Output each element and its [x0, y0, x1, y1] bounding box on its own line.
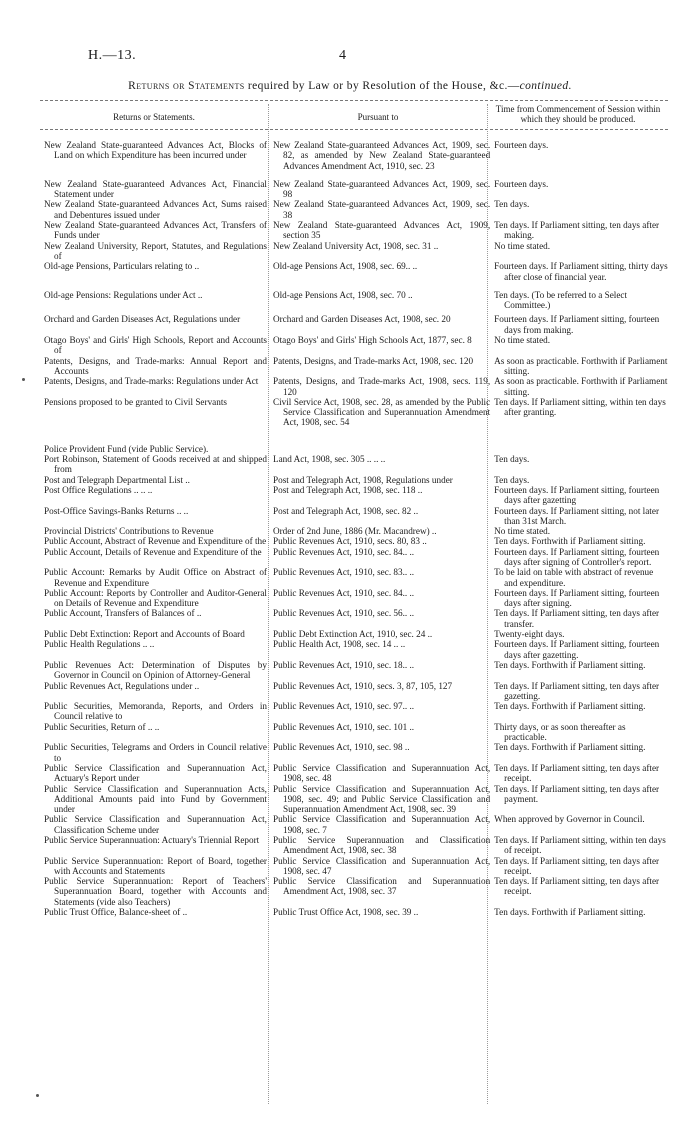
- table-row: [44, 629, 668, 639]
- pursuant-to: Public Service Superannuation and Classification Amendment Act, 1908, sec. 38: [272, 835, 491, 856]
- time-limit: Twenty-eight days.: [494, 629, 565, 640]
- table-row: [44, 261, 668, 282]
- time-limit: Ten days. If Parliament sitting, within ten days of receipt.: [494, 835, 666, 856]
- return-title: Public Revenues Act, Regulations under ..: [44, 680, 200, 691]
- table-row: [44, 639, 668, 660]
- return-title: Public Account: Remarks by Audit Office on Abstract of Revenue and Expenditure: [44, 567, 267, 588]
- margin-mark: [22, 378, 25, 381]
- time-limit: No time stated.: [494, 526, 551, 537]
- return-title: Patents, Designs, and Trade-marks: Annual Report and Accounts: [44, 355, 267, 376]
- pursuant-to: Public Revenues Act, 1910, sec. 84.. ..: [272, 546, 415, 557]
- time-limit: Fourteen days. If Parliament sitting, fourteen days after signing of Controller's report.: [494, 546, 660, 567]
- time-limit: Ten days. Forthwith if Parliament sitting.: [494, 907, 646, 918]
- table-row: [44, 444, 668, 454]
- return-title: Public Account: Reports by Controller and Auditor-General on Details of Revenue and Expenditure: [44, 587, 267, 609]
- table-caption: [0, 80, 700, 92]
- pursuant-to: Post and Telegraph Act, 1908, sec. 118 ..: [272, 484, 423, 495]
- pursuant-to: Public Revenues Act, 1910, sec. 18.. ..: [272, 659, 415, 670]
- pursuant-to: Public Service Classification and Superannuation Amendment Act, 1908, sec. 37: [272, 876, 491, 897]
- return-title: Patents, Designs, and Trade-marks: Regulations under Act: [44, 376, 259, 387]
- table-row: [44, 290, 668, 311]
- time-limit: As soon as practicable. Forthwith if Parliament sitting.: [494, 376, 668, 397]
- table-row: [44, 722, 668, 743]
- time-limit: Ten days. (To be referred to a Select Committee.): [494, 289, 628, 311]
- table-row: [44, 241, 668, 262]
- pursuant-to: New Zealand State-guaranteed Advances Act, 1909, sec. 82, as amended by New Zealand State-guaranteed Advances Amendment Act, 1910, sec. 23: [272, 140, 491, 171]
- return-title: Public Service Classification and Superannuation Act, Classification Scheme under: [44, 814, 267, 835]
- time-limit: Ten days. If Parliament sitting, ten days after gazetting.: [494, 680, 660, 701]
- time-limit: Fourteen days. If Parliament sitting, fourteen days after gazetting: [494, 484, 660, 506]
- table-row: [44, 179, 668, 200]
- return-title: New Zealand State-guaranteed Advances Act, Blocks of Land on which Expenditure has been incurred under: [44, 140, 267, 161]
- table-row: [44, 526, 668, 536]
- pursuant-to: Public Revenues Act, 1910, sec. 56.. ..: [272, 608, 415, 619]
- time-limit: Fourteen days. If Parliament sitting, fourteen days after gazetting.: [494, 639, 660, 660]
- table-row: [44, 784, 668, 815]
- table-row: [44, 681, 668, 702]
- caption-continued: continued.: [519, 80, 572, 92]
- return-title: Orchard and Garden Diseases Act, Regulations under: [44, 314, 241, 325]
- table-row: [44, 907, 668, 917]
- return-title: Post and Telegraph Departmental List ..: [44, 474, 190, 485]
- page-number: 4: [339, 48, 346, 63]
- pursuant-to: Public Revenues Act, 1910, secs. 3, 87, 105, 127: [272, 680, 453, 691]
- pursuant-to: Old-age Pensions Act, 1908, sec. 69.. ..: [272, 261, 418, 272]
- pursuant-to: Public Trust Office Act, 1908, sec. 39 ..: [272, 907, 419, 918]
- return-title: Otago Boys' and Girls' High Schools, Report and Accounts of: [44, 335, 267, 356]
- pursuant-to: [273, 444, 494, 454]
- return-title: Port Robinson, Statement of Goods received at and shipped from: [44, 454, 267, 475]
- table-row: [44, 397, 668, 428]
- return-title: New Zealand University, Report, Statutes, and Regulations of: [44, 240, 267, 261]
- time-limit: Ten days. If Parliament sitting, within ten days after granting.: [494, 396, 666, 418]
- table-row: [44, 475, 668, 485]
- table-row: [44, 660, 668, 681]
- return-title: Public Health Regulations .. ..: [44, 639, 155, 650]
- return-title: Public Securities, Return of .. ..: [44, 721, 160, 732]
- pursuant-to: Public Revenues Act, 1910, sec. 97.. ..: [272, 701, 415, 712]
- return-title: Provincial Districts' Contributions to Revenue: [44, 526, 214, 537]
- top-rule: [40, 100, 668, 101]
- time-limit: Ten days. If Parliament sitting, ten days after transfer.: [494, 608, 660, 629]
- table-row: [44, 608, 668, 629]
- return-title: Public Account, Transfers of Balances of ..: [44, 608, 202, 619]
- pursuant-to: Public Service Classification and Superannuation Act, 1908, sec. 47: [272, 855, 491, 876]
- time-limit: Fourteen days. If Parliament sitting, fourteen days from making.: [494, 314, 660, 335]
- time-limit: Fourteen days. If Parliament sitting, fourteen days after signing.: [494, 587, 660, 609]
- time-limit: Ten days. If Parliament sitting, ten days after receipt.: [494, 762, 660, 784]
- caption-main: Returns or Statements: [128, 80, 245, 92]
- column-header-returns: Returns or Statements.: [113, 112, 195, 122]
- time-limit: When approved by Governor in Council.: [494, 814, 645, 825]
- table-row: [44, 454, 668, 475]
- pursuant-to: Public Revenues Act, 1910, sec. 83.. ..: [272, 567, 415, 578]
- return-title: Public Service Superannuation: Report of Teachers' Superannuation Board, together with Accounts and Statements (vide also Teachers): [44, 876, 267, 907]
- return-title: Public Securities, Telegrams and Orders in Council relative to: [44, 742, 267, 763]
- pursuant-to: New Zealand State-guaranteed Advances Act, 1909, sec. 38: [272, 199, 491, 220]
- table-row: [44, 220, 668, 241]
- time-limit: Ten days.: [494, 454, 530, 465]
- time-limit: Ten days. Forthwith if Parliament sitting.: [494, 742, 646, 753]
- time-limit: Ten days. If Parliament sitting, ten days after receipt.: [494, 855, 660, 876]
- table-row: [44, 876, 668, 907]
- pursuant-to: Patents, Designs, and Trade-marks Act, 1908, secs. 119, 120: [272, 376, 491, 397]
- table-row: [44, 567, 668, 588]
- pursuant-to: Post and Telegraph Act, 1908, Regulations under: [272, 474, 453, 485]
- return-title: Public Service Superannuation: Actuary's Triennial Report: [44, 835, 260, 845]
- return-title: New Zealand State-guaranteed Advances Act, Transfers of Funds under: [44, 220, 267, 241]
- time-limit: Ten days. Forthwith if Parliament sitting.: [494, 536, 646, 547]
- table-row: [44, 763, 668, 784]
- return-title: Public Service Superannuation: Report of Board, together with Accounts and Statements: [44, 855, 267, 876]
- time-limit: Ten days. Forthwith if Parliament sitting.: [494, 701, 646, 712]
- table-row: [44, 356, 668, 377]
- time-limit: Ten days.: [494, 474, 530, 485]
- pursuant-to: Orchard and Garden Diseases Act, 1908, sec. 20: [272, 314, 451, 325]
- pursuant-to: Otago Boys' and Girls' High Schools Act, 1877, sec. 8: [272, 335, 472, 346]
- pursuant-to: Public Revenues Act, 1910, secs. 80, 83 ..: [272, 536, 427, 547]
- pursuant-to: Order of 2nd June, 1886 (Mr. Macandrew) ..: [272, 526, 437, 537]
- header-rule: [40, 129, 668, 130]
- time-limit: Ten days. Forthwith if Parliament sitting.: [494, 659, 646, 670]
- pursuant-to: Patents, Designs, and Trade-marks Act, 1908, sec. 120: [272, 355, 474, 366]
- table-row: [44, 856, 668, 877]
- time-limit: [494, 444, 668, 454]
- pursuant-to: Public Service Classification and Superannuation Act, 1908, sec. 49; and Public Service Classification and Superannuation Amendment Act, 1908, sec. 39: [272, 783, 491, 815]
- pursuant-to: New Zealand University Act, 1908, sec. 31 ..: [272, 240, 439, 251]
- time-limit: No time stated.: [494, 335, 551, 346]
- time-limit: Fourteen days.: [494, 178, 549, 189]
- table-row: [44, 140, 668, 171]
- table-row: [44, 742, 668, 763]
- pursuant-to: Public Service Classification and Superannuation Act, 1908, sec. 48: [272, 762, 491, 784]
- return-title: Public Account, Abstract of Revenue and Expenditure of the: [44, 536, 267, 547]
- pursuant-to: Public Revenues Act, 1910, sec. 84.. ..: [272, 587, 415, 598]
- pursuant-to: New Zealand State-guaranteed Advances Act, 1909, sec. 98: [272, 178, 491, 200]
- time-limit: Fourteen days.: [494, 140, 549, 150]
- column-header-time: Time from Commencement of Session within which they should be produced.: [495, 104, 661, 124]
- return-title: New Zealand State-guaranteed Advances Act, Sums raised and Debentures issued under: [44, 199, 267, 220]
- return-title: Post Office Regulations .. .. ..: [44, 484, 153, 495]
- time-limit: Ten days. If Parliament sitting, ten days after making.: [494, 220, 660, 241]
- return-title: Old-age Pensions: Regulations under Act ..: [44, 289, 203, 300]
- time-limit: Fourteen days. If Parliament sitting, not later than 31st March.: [494, 505, 659, 526]
- time-limit: Ten days.: [494, 199, 530, 210]
- pursuant-to: Public Debt Extinction Act, 1910, sec. 24 ..: [272, 629, 433, 640]
- column-header-pursuant: Pursuant to: [357, 112, 399, 122]
- pursuant-to: Civil Service Act, 1908, sec. 28, as amended by the Public Service Classification and Superannuation Amendment Act, 1908, sec. 54: [272, 396, 491, 428]
- pursuant-to: Post and Telegraph Act, 1908, sec. 82 ..: [272, 505, 419, 516]
- table-row: [44, 314, 668, 335]
- pursuant-to: Old-age Pensions Act, 1908, sec. 70 ..: [272, 289, 413, 300]
- return-title: New Zealand State-guaranteed Advances Act, Financial Statement under: [44, 178, 267, 200]
- table-row: [44, 814, 668, 835]
- time-limit: No time stated.: [494, 240, 551, 251]
- return-title: Public Revenues Act: Determination of Disputes by Governor in Council on Opinion of Attorney-General: [44, 659, 267, 681]
- return-title: Police Provident Fund (vide Public Service).: [44, 443, 209, 454]
- return-title: Public Trust Office, Balance-sheet of ..: [44, 907, 188, 918]
- time-limit: To be laid on table with abstract of revenue and expenditure.: [494, 567, 654, 588]
- return-title: Post-Office Savings-Banks Returns .. ..: [44, 505, 189, 516]
- table-row: [44, 701, 668, 722]
- table-row: [44, 199, 668, 220]
- page-reference: H.—13.: [88, 48, 137, 63]
- table-row: [44, 485, 668, 506]
- return-title: Public Debt Extinction: Report and Accounts of Board: [44, 629, 245, 640]
- return-title: Old-age Pensions, Particulars relating to ..: [44, 261, 200, 272]
- pursuant-to: Public Revenues Act, 1910, sec. 98 ..: [272, 742, 410, 753]
- return-title: Public Service Classification and Superannuation Act, Actuary's Report under: [44, 762, 267, 784]
- time-limit: Thirty days, or as soon thereafter as practicable.: [494, 721, 626, 743]
- pursuant-to: Land Act, 1908, sec. 305 .. .. ..: [272, 454, 386, 465]
- caption-mid: required by Law or by Resolution of the House, &c.—: [244, 80, 520, 92]
- margin-mark: [36, 1094, 39, 1097]
- time-limit: Ten days. If Parliament sitting, ten days after receipt.: [494, 876, 660, 897]
- time-limit: Fourteen days. If Parliament sitting, thirty days after close of financial year.: [494, 261, 668, 282]
- pursuant-to: Public Health Act, 1908, sec. 14 .. ..: [272, 639, 406, 650]
- table-row: [44, 376, 668, 397]
- return-title: Public Securities, Memoranda, Reports, and Orders in Council relative to: [44, 701, 267, 722]
- pursuant-to: New Zealand State-guaranteed Advances Act, 1909, section 35: [272, 220, 491, 241]
- table-row: [44, 588, 668, 609]
- table-row: [44, 335, 668, 356]
- table-row: [44, 506, 668, 527]
- return-title: Pensions proposed to be granted to Civil Servants: [44, 396, 227, 407]
- pursuant-to: Public Service Classification and Superannuation Act, 1908, sec. 7: [272, 814, 491, 835]
- time-limit: As soon as practicable. Forthwith if Parliament sitting.: [494, 355, 668, 376]
- table-row: [44, 835, 668, 856]
- table-row: [44, 547, 668, 568]
- return-title: Public Account, Details of Revenue and Expenditure of the: [44, 546, 262, 557]
- returns-table: [44, 140, 668, 917]
- return-title: Public Service Classification and Superannuation Acts, Additional Amounts paid into Fund by Government under: [44, 783, 267, 815]
- pursuant-to: Public Revenues Act, 1910, sec. 101 ..: [272, 721, 415, 732]
- table-row: [44, 536, 668, 546]
- time-limit: Ten days. If Parliament sitting, ten days after payment.: [494, 783, 660, 804]
